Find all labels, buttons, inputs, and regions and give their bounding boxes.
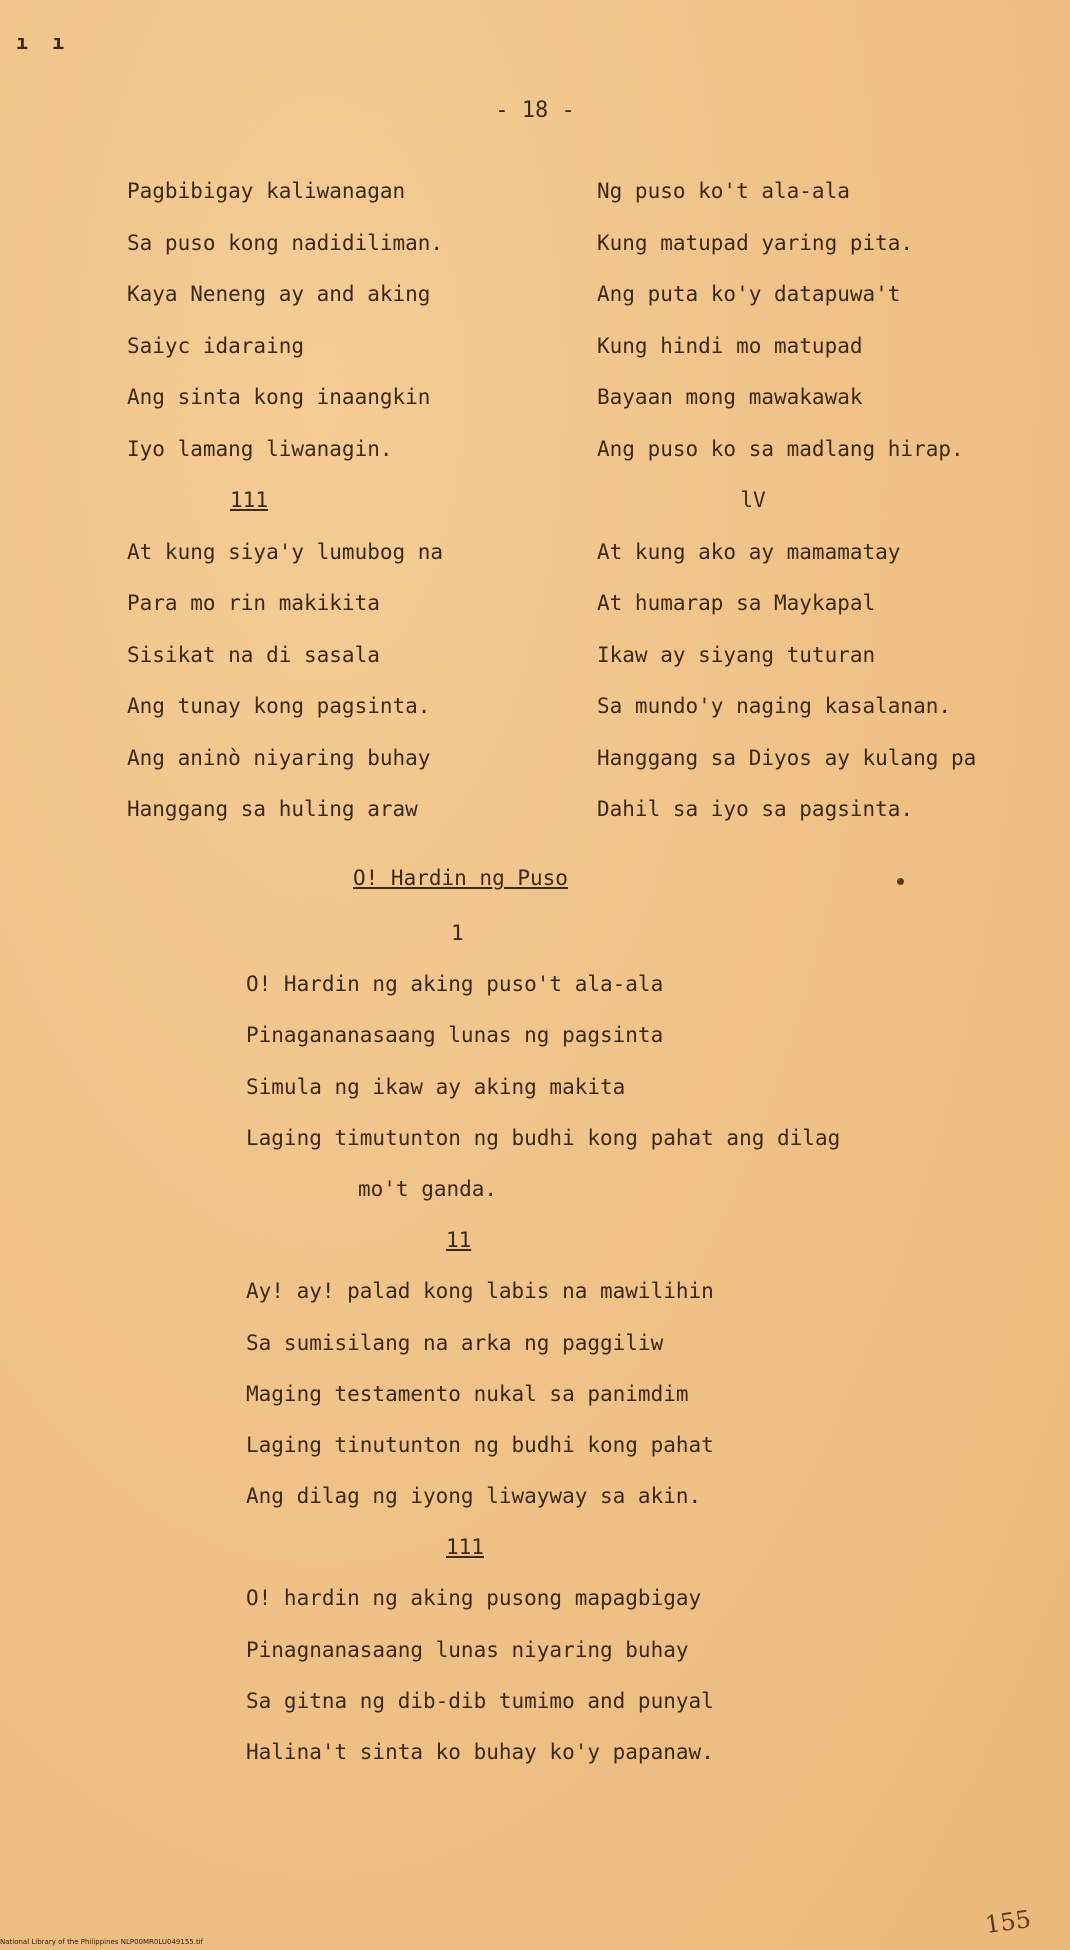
verse-line: Hanggang sa Diyos ay kulang pa <box>597 745 977 770</box>
verse-line: Saiyc idaraing <box>127 333 305 358</box>
stanza-number: 1 <box>451 921 464 945</box>
verse-line: Hanggang sa huling araw <box>127 797 418 821</box>
stanza-number: 11 <box>446 1228 472 1253</box>
verse-line: Sa mundo'y naging kasalanan. <box>597 694 952 718</box>
verse-line: At kung ako ay mamamatay <box>597 539 901 564</box>
right-column <box>597 176 976 846</box>
verse-line: Sa sumisilang na arka ng paggiliw <box>246 1330 664 1355</box>
verse-line: O! hardin ng aking pusong mapagbigay <box>246 1586 702 1611</box>
stanza-number: 111 <box>446 1535 484 1560</box>
stanza-number: 111 <box>230 488 268 512</box>
verse-line: At kung siya'y lumubog na <box>127 539 444 564</box>
verse-line: Ng puso ko't ala-ala <box>597 179 850 203</box>
verse-line: Halina't sinta ko buhay ko'y papanaw. <box>246 1740 714 1764</box>
verse-line: Ang aninò niyaring buhay <box>127 745 431 770</box>
verse-line: O! Hardin ng aking puso't ala-ala <box>246 972 664 997</box>
verse-line: Iyo lamang liwanagin. <box>127 436 393 461</box>
verse-line: Sisikat na di sasala <box>127 642 380 667</box>
verse-line: Kaya Neneng ay and aking <box>127 282 431 306</box>
corner-marks: ı ı <box>16 30 71 54</box>
verse-line-continuation: mo't ganda. <box>358 1176 498 1201</box>
stanza-number: lV <box>740 488 766 512</box>
verse-line: Ang sinta kong inaangkin <box>127 385 431 409</box>
handwritten-number: 155 <box>983 1904 1033 1940</box>
verse-line: Kung hindi mo matupad <box>597 333 863 358</box>
verse-line: Laging timutunton ng budhi kong pahat ang dilag <box>246 1125 841 1150</box>
page-number: - 18 - <box>495 98 575 123</box>
footer-caption: National Library of the Philippines NLP00MR0LU049155.tif <box>0 1938 204 1946</box>
poem-title: O! Hardin ng Puso <box>353 866 568 890</box>
verse-line: Laging tinutunton ng budhi kong pahat <box>246 1432 714 1457</box>
verse-line: Pagbibigay kaliwanagan <box>127 179 406 203</box>
verse-line: Ay! ay! palad kong labis na mawilihin <box>246 1279 714 1304</box>
verse-line: Kung matupad yaring pita. <box>597 230 914 255</box>
verse-line: Ang dilag ng iyong liwayway sa akin. <box>246 1484 702 1509</box>
verse-line: At humarap sa Maykapal <box>597 591 876 615</box>
verse-line: Pinagnanasaang lunas niyaring buhay <box>246 1637 689 1662</box>
verse-line: Ang puta ko'y datapuwa't <box>597 282 901 306</box>
verse-line: Maging testamento nukal sa panimdim <box>246 1381 689 1406</box>
poem-body <box>246 918 840 1788</box>
verse-line: Para mo rin makikita <box>127 591 380 615</box>
verse-line: Ikaw ay siyang tuturan <box>597 642 876 667</box>
verse-line: Pinagananasaang lunas ng pagsinta <box>246 1023 664 1048</box>
left-column <box>127 176 443 846</box>
verse-line: Simula ng ikaw ay aking makita <box>246 1074 626 1099</box>
verse-line: Sa puso kong nadidiliman. <box>127 230 444 255</box>
ink-dot <box>897 878 904 885</box>
verse-line: Ang puso ko sa madlang hirap. <box>597 436 964 461</box>
verse-line: Ang tunay kong pagsinta. <box>127 694 431 718</box>
verse-line: Bayaan mong mawakawak <box>597 385 863 409</box>
verse-line: Dahil sa iyo sa pagsinta. <box>597 797 914 821</box>
verse-line: Sa gitna ng dib-dib tumimo and punyal <box>246 1688 714 1713</box>
